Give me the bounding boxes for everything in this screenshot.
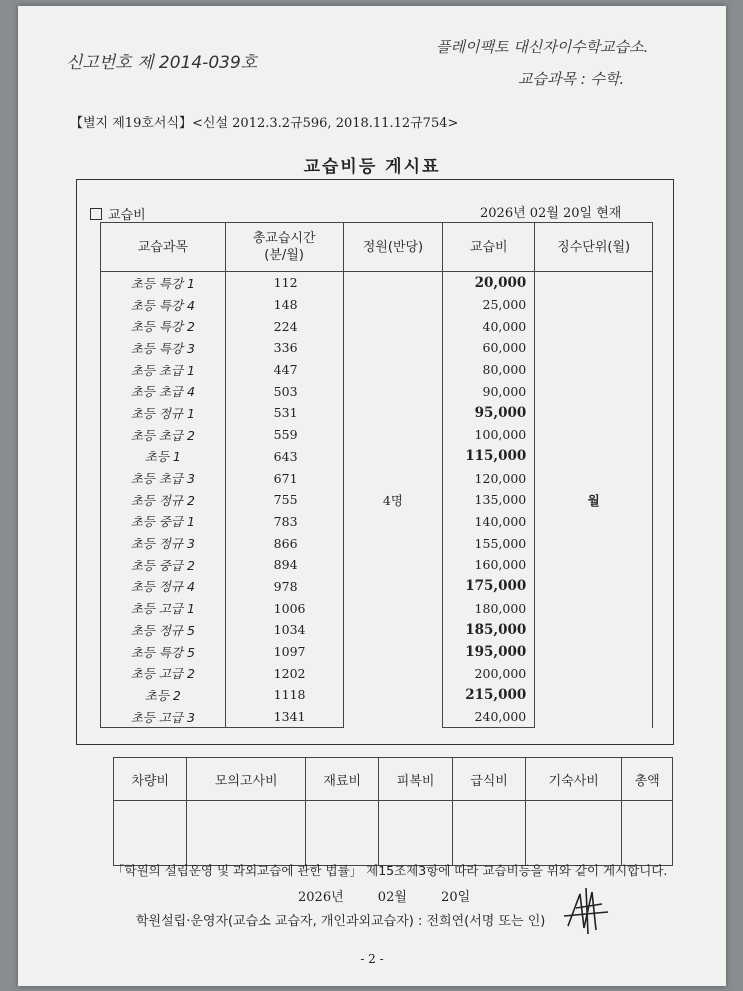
table-row: [101, 272, 653, 294]
header-unit: 징수단위(월): [535, 223, 653, 272]
sign-day: 20일: [441, 890, 471, 905]
header-total-time-line2: (분/월): [264, 248, 304, 263]
minutes-cell: 978: [225, 576, 343, 598]
subject-cell: 초등 고급 1: [101, 597, 226, 619]
other-fees-table: [113, 757, 673, 866]
minutes-cell: 671: [225, 467, 343, 489]
subject-cell: 초등 정규 2: [101, 489, 226, 511]
fee-cell: 200,000: [443, 662, 535, 684]
current-date: 2026년 02월 20일 현재: [480, 206, 622, 221]
subject-cell: 초등 초급 1: [101, 359, 226, 381]
fee-cell: 95,000: [443, 402, 535, 424]
sign-month: 02월: [377, 890, 407, 905]
fee-cell: 80,000: [443, 359, 535, 381]
handwritten-teacher-name: 플레이팩토 대신자이수학교습소.: [436, 38, 649, 56]
page-number: - 2 -: [360, 952, 384, 966]
subject-cell: 초등 1: [101, 446, 226, 468]
subject-cell: 초등 특강 4: [101, 294, 226, 316]
subject-cell: 초등 정규 5: [101, 619, 226, 641]
fee-cell: 195,000: [443, 641, 535, 663]
other-fee-value-cell: [622, 801, 673, 866]
subject-cell: 초등 특강 3: [101, 337, 226, 359]
fee-cell: 215,000: [443, 684, 535, 706]
other-fee-header: 모의고사비: [187, 758, 306, 801]
minutes-cell: 866: [225, 532, 343, 554]
other-fee-value-cell: [452, 801, 525, 866]
minutes-cell: 112: [225, 272, 343, 294]
minutes-cell: 224: [225, 315, 343, 337]
page-title: 교습비등 게시표: [303, 157, 441, 177]
fee-cell: 115,000: [443, 446, 535, 468]
fee-cell: 180,000: [443, 597, 535, 619]
fee-cell: 90,000: [443, 380, 535, 402]
fee-cell: 20,000: [443, 272, 535, 294]
minutes-cell: 531: [225, 402, 343, 424]
sign-year: 2026년: [298, 890, 344, 905]
minutes-cell: 336: [225, 337, 343, 359]
minutes-cell: 148: [225, 294, 343, 316]
minutes-cell: 1118: [225, 684, 343, 706]
minutes-cell: 1341: [225, 706, 343, 728]
subject-cell: 초등 중급 1: [101, 511, 226, 533]
fee-cell: 100,000: [443, 424, 535, 446]
section-label-text: 교습비: [108, 208, 146, 223]
minutes-cell: 1006: [225, 597, 343, 619]
subject-cell: 초등 정규 4: [101, 576, 226, 598]
other-fees-header: [114, 758, 673, 801]
notice-text: 「학원의 설립운영 및 과외교습에 관한 법률」 제15조제3항에 따라 교습비등을 위와 같이 게시합니다.: [112, 863, 668, 878]
other-fee-value-cell: [187, 801, 306, 866]
header-subject: 교습과목: [101, 223, 226, 272]
signature-mark: [558, 886, 618, 936]
form-number: 【별지 제19호서식】<신설 2012.3.2규596, 2018.11.12규754>: [70, 116, 459, 131]
header-total-time-line1: 총교습시간: [252, 231, 316, 246]
subject-cell: 초등 초급 4: [101, 380, 226, 402]
other-fees-row: [114, 801, 673, 866]
subject-cell: 초등 특강 5: [101, 641, 226, 663]
minutes-cell: 1097: [225, 641, 343, 663]
minutes-cell: 1034: [225, 619, 343, 641]
subject-cell: 초등 고급 2: [101, 662, 226, 684]
checkbox-square-icon: [90, 208, 102, 220]
subject-cell: 초등 특강 2: [101, 315, 226, 337]
minutes-cell: 783: [225, 511, 343, 533]
fee-cell: 60,000: [443, 337, 535, 359]
fee-table: [100, 222, 653, 728]
header-capacity: 정원(반당): [343, 223, 443, 272]
other-fee-header: 재료비: [306, 758, 379, 801]
subject-cell: 초등 특강 1: [101, 272, 226, 294]
fee-cell: 40,000: [443, 315, 535, 337]
subject-cell: 초등 2: [101, 684, 226, 706]
sign-date: [298, 886, 470, 905]
other-fee-header: 기숙사비: [526, 758, 622, 801]
minutes-cell: 643: [225, 446, 343, 468]
other-fee-header: 차량비: [114, 758, 187, 801]
other-fee-header: 총액: [622, 758, 673, 801]
minutes-cell: 503: [225, 380, 343, 402]
subject-cell: 초등 초급 3: [101, 467, 226, 489]
subject-cell: 초등 중급 2: [101, 554, 226, 576]
handwritten-subject: 교습과목 : 수학.: [518, 70, 625, 88]
fee-cell: 175,000: [443, 576, 535, 598]
other-fee-value-cell: [526, 801, 622, 866]
minutes-cell: 447: [225, 359, 343, 381]
minutes-cell: 559: [225, 424, 343, 446]
subject-cell: 초등 정규 1: [101, 402, 226, 424]
section-label: [90, 204, 146, 223]
subject-cell: 초등 고급 3: [101, 706, 226, 728]
fee-cell: 25,000: [443, 294, 535, 316]
subject-cell: 초등 초급 2: [101, 424, 226, 446]
minutes-cell: 1202: [225, 662, 343, 684]
document-page: [18, 6, 726, 986]
other-fee-value-cell: [306, 801, 379, 866]
subject-cell: 초등 정규 3: [101, 532, 226, 554]
other-fee-value-cell: [379, 801, 452, 866]
fee-cell: 160,000: [443, 554, 535, 576]
fee-cell: 135,000: [443, 489, 535, 511]
operator-line: 학원설립·운영자(교습소 교습자, 개인과외교습자) : 전희연(서명 또는 인): [136, 914, 546, 929]
unit-cell: 월: [535, 272, 653, 728]
other-fee-header: 피복비: [379, 758, 452, 801]
header-fee: 교습비: [443, 223, 535, 272]
minutes-cell: 755: [225, 489, 343, 511]
header-total-time: [225, 223, 343, 272]
minutes-cell: 894: [225, 554, 343, 576]
fee-cell: 155,000: [443, 532, 535, 554]
fee-cell: 140,000: [443, 511, 535, 533]
fee-cell: 240,000: [443, 706, 535, 728]
other-fee-value-cell: [114, 801, 187, 866]
handwritten-report-number: 신고번호 제 2014-039호: [66, 53, 258, 73]
capacity-cell: 4명: [343, 272, 443, 728]
fee-table-header: [101, 223, 653, 272]
fee-cell: 120,000: [443, 467, 535, 489]
fee-cell: 185,000: [443, 619, 535, 641]
other-fee-header: 급식비: [452, 758, 525, 801]
